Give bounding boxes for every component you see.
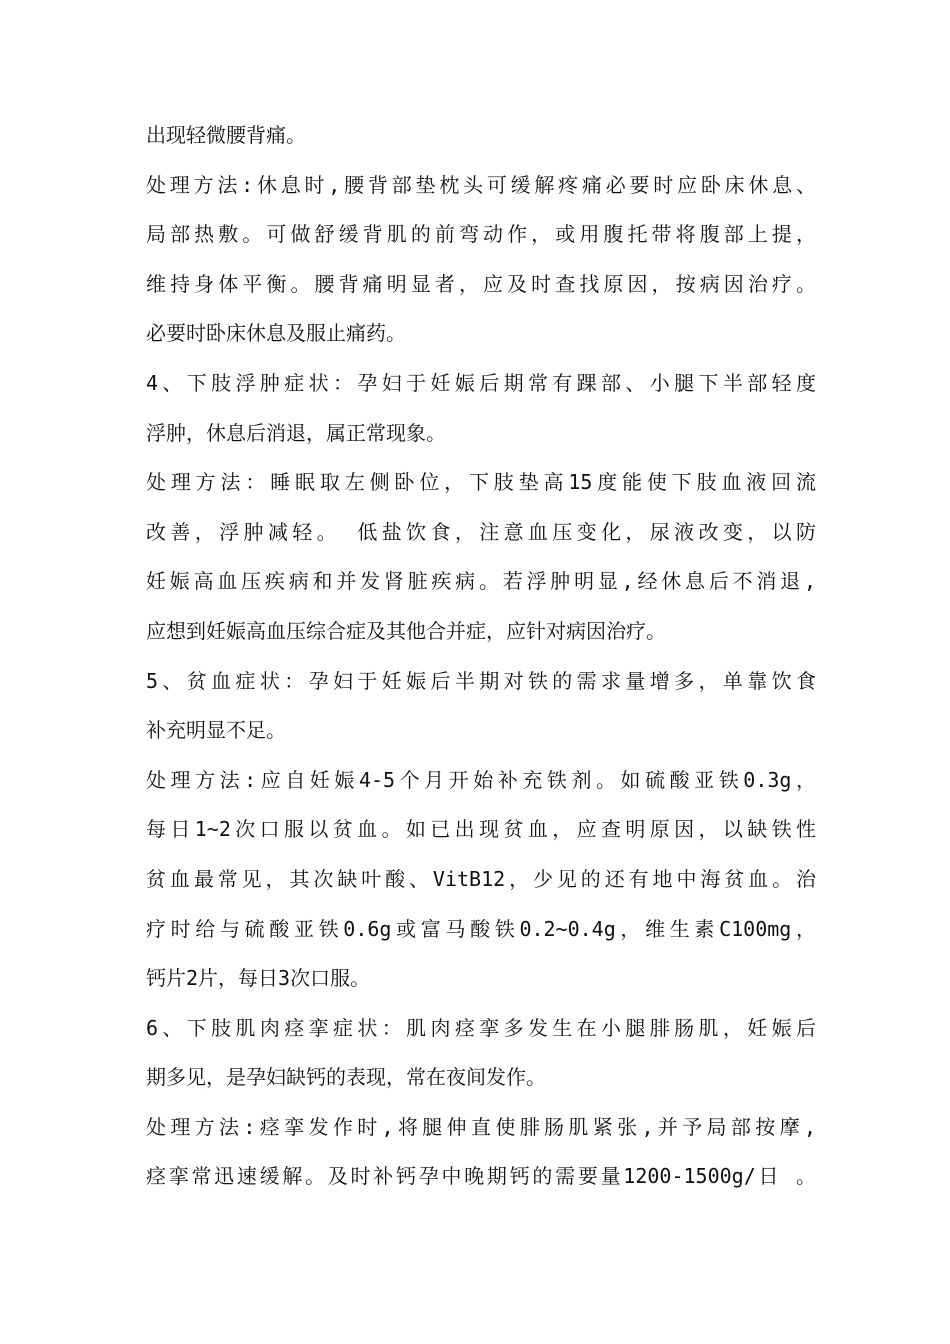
- text-line: 痉挛常迅速缓解。及时补钙孕中晚期钙的需要量1200-1500g/日 。: [146, 1164, 816, 1189]
- document-body: [146, 111, 816, 1202]
- text-line: 4、下肢浮肿症状：孕妇于妊娠后期常有踝部、小腿下半部轻度: [146, 370, 816, 395]
- text-line: 处理方法:痉挛发作时,将腿伸直使腓肠肌紧张,并予局部按摩,: [146, 1114, 816, 1139]
- text-line: 贫血最常见，其次缺叶酸、VitB12，少见的还有地中海贫血。治: [146, 866, 816, 891]
- text-line: 补充明显不足。: [146, 718, 286, 743]
- text-line: 维持身体平衡。腰背痛明显者，应及时查找原因，按病因治疗。: [146, 271, 816, 296]
- text-line: 钙片2片，每日3次口服。: [146, 966, 371, 991]
- text-line: 出现轻微腰背痛。: [146, 123, 306, 147]
- text-line: 必要时卧床休息及服止痛药。: [146, 321, 406, 346]
- text-line: 处理方法:休息时,腰背部垫枕头可缓解疼痛必要时应卧床休息、: [146, 172, 816, 197]
- text-line: 处理方法：睡眠取左侧卧位，下肢垫高15度能使下肢血液回流: [146, 470, 816, 495]
- text-line: 6、下肢肌肉痉挛症状：肌肉痉挛多发生在小腿腓肠肌，妊娠后: [146, 1015, 816, 1040]
- text-line: 局部热敷。可做舒缓背肌的前弯动作，或用腹托带将腹部上提，: [146, 222, 816, 247]
- text-line: 应想到妊娠高血压综合症及其他合并症，应针对病因治疗。: [146, 618, 666, 643]
- text-line: 处理方法:应自妊娠4-5个月开始补充铁剂。如硫酸亚铁0.3g，: [146, 767, 816, 792]
- text-line: 妊娠高血压疾病和并发肾脏疾病。若浮肿明显,经休息后不消退,: [146, 569, 816, 594]
- text-line: 浮肿，休息后消退，属正常现象。: [146, 420, 446, 445]
- text-line: 每日1~2次口服以贫血。如已出现贫血，应查明原因，以缺铁性: [146, 817, 816, 842]
- text-line: 期多见，是孕妇缺钙的表现，常在夜间发作。: [146, 1065, 546, 1090]
- text-line: 疗时给与硫酸亚铁0.6g或富马酸铁0.2~0.4g，维生素C100mg，: [146, 916, 816, 941]
- text-line: 5、贫血症状：孕妇于妊娠后半期对铁的需求量增多，单靠饮食: [146, 668, 816, 693]
- text-line: 改善，浮肿减轻。 低盐饮食，注意血压变化，尿液改变，以防: [146, 519, 816, 544]
